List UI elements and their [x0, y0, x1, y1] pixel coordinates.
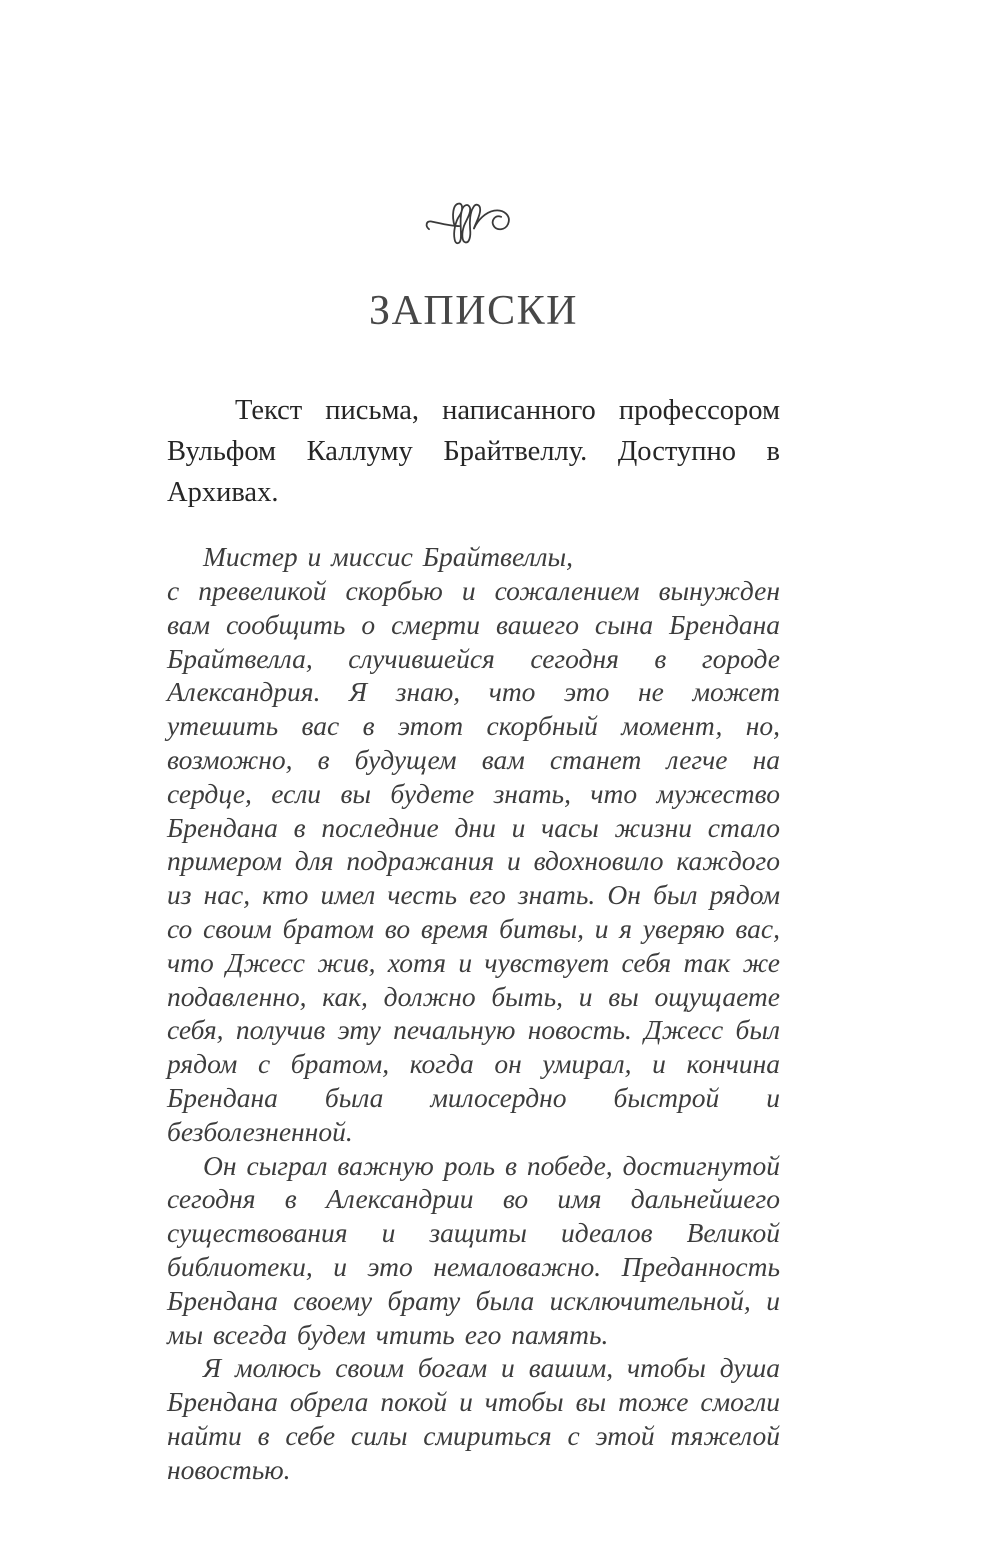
- letter-paragraph: Я молюсь своим богам и вашим, чтобы душа Брендана обрела покой и чтобы вы тоже смогли найти в себе силы смириться с этой тяжелой новостью.: [167, 1352, 780, 1485]
- letter-body: [167, 540, 780, 1486]
- flourish-ornament-icon: [420, 192, 528, 254]
- book-page: [167, 0, 780, 1555]
- intro-note: Текст письма, написанного профессором Вульфом Каллуму Брайтвеллу. Доступно в Архивах.: [167, 395, 780, 509]
- letter-paragraph: Он сыграл важную роль в победе, достигнутой сегодня в Александрии во имя дальнейшего существования и защиты идеалов Великой библиотеки, и это немаловажно. Преданность Брендана своему брату была исключительной, и мы всегда будем чтить его память.: [167, 1149, 780, 1350]
- chapter-title: ЗАПИСКИ: [369, 288, 578, 334]
- letter-paragraph: с превеликой скорбью и сожалением вынужден вам сообщить о смерти вашего сына Брендана Брайтвелла, случившейся сегодня в городе Александрия. Я знаю, что это не может утешить вас в этот скорбный момент, но, возможно, в будущем вам станет легче на сердце, если вы будете знать, что мужество Брендана в последние дни и часы жизни стало примером для подражания и вдохновило каждого из нас, кто имел честь его знать. Он был рядом со своим братом во время битвы, и я уверяю вас, что Джесс жив, хотя и чувствует себя так же подавленно, как, должно быть, и вы ощущаете себя, получив эту печальную новость. Джесс был рядом с братом, когда он умирал, и кончина Брендана была милосердно быстрой и безболезненной.: [167, 574, 780, 1147]
- letter-salutation: Мистер и миссис Брайтвеллы,: [203, 541, 573, 573]
- chapter-ornament: [167, 0, 780, 254]
